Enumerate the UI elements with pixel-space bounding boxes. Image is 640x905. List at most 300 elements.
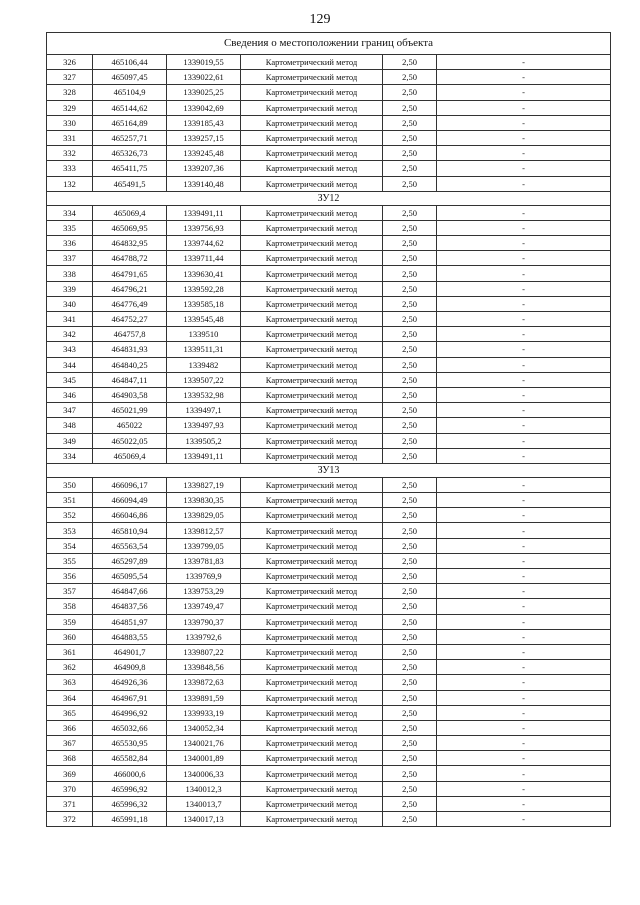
description-cell: - <box>437 100 611 115</box>
x-coordinate-cell: 464847,11 <box>93 372 167 387</box>
point-number-cell: 362 <box>47 660 93 675</box>
y-coordinate-cell: 1339185,43 <box>167 115 241 130</box>
point-number-cell: 372 <box>47 812 93 827</box>
description-cell: - <box>437 161 611 176</box>
section-label: ЗУ13 <box>47 463 611 477</box>
accuracy-cell: 2,50 <box>383 538 437 553</box>
table-row <box>47 357 611 372</box>
y-coordinate-cell: 1340001,89 <box>167 751 241 766</box>
point-number-cell: 333 <box>47 161 93 176</box>
table-row <box>47 342 611 357</box>
description-cell: - <box>437 660 611 675</box>
table-row <box>47 751 611 766</box>
y-coordinate-cell: 1339497,93 <box>167 418 241 433</box>
method-cell: Картометрический метод <box>241 781 383 796</box>
description-cell: - <box>437 508 611 523</box>
point-number-cell: 363 <box>47 675 93 690</box>
description-cell: - <box>437 584 611 599</box>
y-coordinate-cell: 1339827,19 <box>167 477 241 492</box>
accuracy-cell: 2,50 <box>383 251 437 266</box>
y-coordinate-cell: 1339042,69 <box>167 100 241 115</box>
point-number-cell: 342 <box>47 327 93 342</box>
description-cell: - <box>437 448 611 463</box>
point-number-cell: 328 <box>47 85 93 100</box>
table-row <box>47 584 611 599</box>
y-coordinate-cell: 1339744,62 <box>167 236 241 251</box>
accuracy-cell: 2,50 <box>383 448 437 463</box>
x-coordinate-cell: 464788,72 <box>93 251 167 266</box>
method-cell: Картометрический метод <box>241 599 383 614</box>
point-number-cell: 351 <box>47 493 93 508</box>
accuracy-cell: 2,50 <box>383 55 437 70</box>
y-coordinate-cell: 1339630,41 <box>167 266 241 281</box>
y-coordinate-cell: 1339140,48 <box>167 176 241 191</box>
accuracy-cell: 2,50 <box>383 115 437 130</box>
x-coordinate-cell: 465991,18 <box>93 812 167 827</box>
table-row <box>47 220 611 235</box>
table-row <box>47 387 611 402</box>
method-cell: Картометрический метод <box>241 433 383 448</box>
x-coordinate-cell: 464831,93 <box>93 342 167 357</box>
method-cell: Картометрический метод <box>241 660 383 675</box>
method-cell: Картометрический метод <box>241 85 383 100</box>
table-row <box>47 312 611 327</box>
x-coordinate-cell: 465326,73 <box>93 146 167 161</box>
description-cell: - <box>437 736 611 751</box>
x-coordinate-cell: 465022,05 <box>93 433 167 448</box>
point-number-cell: 358 <box>47 599 93 614</box>
accuracy-cell: 2,50 <box>383 266 437 281</box>
boundary-table <box>46 32 611 827</box>
table-row <box>47 812 611 827</box>
x-coordinate-cell: 465069,95 <box>93 220 167 235</box>
description-cell: - <box>437 493 611 508</box>
description-cell: - <box>437 418 611 433</box>
description-cell: - <box>437 130 611 145</box>
description-cell: - <box>437 85 611 100</box>
y-coordinate-cell: 1339769,9 <box>167 569 241 584</box>
point-number-cell: 339 <box>47 281 93 296</box>
method-cell: Картометрический метод <box>241 523 383 538</box>
method-cell: Картометрический метод <box>241 418 383 433</box>
x-coordinate-cell: 464847,66 <box>93 584 167 599</box>
x-coordinate-cell: 464796,21 <box>93 281 167 296</box>
accuracy-cell: 2,50 <box>383 281 437 296</box>
point-number-cell: 340 <box>47 296 93 311</box>
accuracy-cell: 2,50 <box>383 205 437 220</box>
method-cell: Картометрический метод <box>241 176 383 191</box>
description-cell: - <box>437 312 611 327</box>
point-number-cell: 368 <box>47 751 93 766</box>
description-cell: - <box>437 266 611 281</box>
table-row <box>47 690 611 705</box>
description-cell: - <box>437 176 611 191</box>
x-coordinate-cell: 464883,55 <box>93 629 167 644</box>
accuracy-cell: 2,50 <box>383 372 437 387</box>
y-coordinate-cell: 1339497,1 <box>167 403 241 418</box>
x-coordinate-cell: 464996,92 <box>93 705 167 720</box>
method-cell: Картометрический метод <box>241 569 383 584</box>
x-coordinate-cell: 464909,8 <box>93 660 167 675</box>
accuracy-cell: 2,50 <box>383 690 437 705</box>
point-number-cell: 355 <box>47 553 93 568</box>
point-number-cell: 326 <box>47 55 93 70</box>
method-cell: Картометрический метод <box>241 251 383 266</box>
table-row <box>47 296 611 311</box>
point-number-cell: 332 <box>47 146 93 161</box>
method-cell: Картометрический метод <box>241 538 383 553</box>
table-row <box>47 736 611 751</box>
description-cell: - <box>437 523 611 538</box>
accuracy-cell: 2,50 <box>383 751 437 766</box>
point-number-cell: 348 <box>47 418 93 433</box>
accuracy-cell: 2,50 <box>383 146 437 161</box>
x-coordinate-cell: 464903,58 <box>93 387 167 402</box>
table-row <box>47 115 611 130</box>
x-coordinate-cell: 465996,92 <box>93 781 167 796</box>
method-cell: Картометрический метод <box>241 720 383 735</box>
table-row <box>47 372 611 387</box>
accuracy-cell: 2,50 <box>383 342 437 357</box>
description-cell: - <box>437 236 611 251</box>
point-number-cell: 132 <box>47 176 93 191</box>
x-coordinate-cell: 465104,9 <box>93 85 167 100</box>
description-cell: - <box>437 812 611 827</box>
point-number-cell: 335 <box>47 220 93 235</box>
x-coordinate-cell: 464851,97 <box>93 614 167 629</box>
description-cell: - <box>437 781 611 796</box>
table-row <box>47 327 611 342</box>
x-coordinate-cell: 464967,91 <box>93 690 167 705</box>
method-cell: Картометрический метод <box>241 100 383 115</box>
point-number-cell: 345 <box>47 372 93 387</box>
point-number-cell: 364 <box>47 690 93 705</box>
point-number-cell: 341 <box>47 312 93 327</box>
method-cell: Картометрический метод <box>241 448 383 463</box>
point-number-cell: 334 <box>47 448 93 463</box>
accuracy-cell: 2,50 <box>383 100 437 115</box>
point-number-cell: 336 <box>47 236 93 251</box>
accuracy-cell: 2,50 <box>383 433 437 448</box>
x-coordinate-cell: 465996,32 <box>93 796 167 811</box>
table-row <box>47 433 611 448</box>
x-coordinate-cell: 464832,95 <box>93 236 167 251</box>
table-row <box>47 523 611 538</box>
y-coordinate-cell: 1339532,98 <box>167 387 241 402</box>
y-coordinate-cell: 1339749,47 <box>167 599 241 614</box>
accuracy-cell: 2,50 <box>383 736 437 751</box>
x-coordinate-cell: 465095,54 <box>93 569 167 584</box>
description-cell: - <box>437 296 611 311</box>
x-coordinate-cell: 466046,86 <box>93 508 167 523</box>
accuracy-cell: 2,50 <box>383 660 437 675</box>
description-cell: - <box>437 705 611 720</box>
y-coordinate-cell: 1339848,56 <box>167 660 241 675</box>
accuracy-cell: 2,50 <box>383 70 437 85</box>
accuracy-cell: 2,50 <box>383 508 437 523</box>
description-cell: - <box>437 796 611 811</box>
y-coordinate-cell: 1339482 <box>167 357 241 372</box>
point-number-cell: 334 <box>47 205 93 220</box>
method-cell: Картометрический метод <box>241 115 383 130</box>
method-cell: Картометрический метод <box>241 342 383 357</box>
method-cell: Картометрический метод <box>241 296 383 311</box>
table-row <box>47 161 611 176</box>
accuracy-cell: 2,50 <box>383 523 437 538</box>
table-row <box>47 448 611 463</box>
accuracy-cell: 2,50 <box>383 553 437 568</box>
table-row <box>47 146 611 161</box>
x-coordinate-cell: 466000,6 <box>93 766 167 781</box>
accuracy-cell: 2,50 <box>383 644 437 659</box>
table-row <box>47 493 611 508</box>
point-number-cell: 357 <box>47 584 93 599</box>
method-cell: Картометрический метод <box>241 387 383 402</box>
description-cell: - <box>437 614 611 629</box>
description-cell: - <box>437 403 611 418</box>
method-cell: Картометрический метод <box>241 751 383 766</box>
description-cell: - <box>437 205 611 220</box>
description-cell: - <box>437 477 611 492</box>
accuracy-cell: 2,50 <box>383 220 437 235</box>
method-cell: Картометрический метод <box>241 812 383 827</box>
x-coordinate-cell: 465582,84 <box>93 751 167 766</box>
method-cell: Картометрический метод <box>241 130 383 145</box>
point-number-cell: 361 <box>47 644 93 659</box>
method-cell: Картометрический метод <box>241 70 383 85</box>
point-number-cell: 365 <box>47 705 93 720</box>
table-row <box>47 251 611 266</box>
table-row <box>47 569 611 584</box>
x-coordinate-cell: 465022 <box>93 418 167 433</box>
y-coordinate-cell: 1339753,29 <box>167 584 241 599</box>
accuracy-cell: 2,50 <box>383 418 437 433</box>
accuracy-cell: 2,50 <box>383 130 437 145</box>
x-coordinate-cell: 465106,44 <box>93 55 167 70</box>
point-number-cell: 346 <box>47 387 93 402</box>
table-row <box>47 418 611 433</box>
table-row <box>47 236 611 251</box>
method-cell: Картометрический метод <box>241 705 383 720</box>
table-row <box>47 403 611 418</box>
table-row <box>47 553 611 568</box>
description-cell: - <box>437 569 611 584</box>
accuracy-cell: 2,50 <box>383 675 437 690</box>
point-number-cell: 369 <box>47 766 93 781</box>
table-row <box>47 70 611 85</box>
x-coordinate-cell: 464776,49 <box>93 296 167 311</box>
accuracy-cell: 2,50 <box>383 584 437 599</box>
description-cell: - <box>437 690 611 705</box>
section-header-row <box>47 463 611 477</box>
y-coordinate-cell: 1339507,22 <box>167 372 241 387</box>
x-coordinate-cell: 465069,4 <box>93 205 167 220</box>
description-cell: - <box>437 599 611 614</box>
description-cell: - <box>437 766 611 781</box>
y-coordinate-cell: 1340021,76 <box>167 736 241 751</box>
description-cell: - <box>437 387 611 402</box>
y-coordinate-cell: 1339830,35 <box>167 493 241 508</box>
x-coordinate-cell: 465021,99 <box>93 403 167 418</box>
y-coordinate-cell: 1339799,05 <box>167 538 241 553</box>
method-cell: Картометрический метод <box>241 675 383 690</box>
table-row <box>47 100 611 115</box>
method-cell: Картометрический метод <box>241 477 383 492</box>
y-coordinate-cell: 1339491,11 <box>167 205 241 220</box>
table-row <box>47 660 611 675</box>
description-cell: - <box>437 251 611 266</box>
description-cell: - <box>437 644 611 659</box>
accuracy-cell: 2,50 <box>383 493 437 508</box>
table-row <box>47 176 611 191</box>
point-number-cell: 349 <box>47 433 93 448</box>
x-coordinate-cell: 465411,75 <box>93 161 167 176</box>
y-coordinate-cell: 1339510 <box>167 327 241 342</box>
y-coordinate-cell: 1339792,6 <box>167 629 241 644</box>
point-number-cell: 352 <box>47 508 93 523</box>
table-caption-row <box>47 33 611 55</box>
y-coordinate-cell: 1339807,22 <box>167 644 241 659</box>
accuracy-cell: 2,50 <box>383 387 437 402</box>
table-row <box>47 781 611 796</box>
y-coordinate-cell: 1339022,61 <box>167 70 241 85</box>
method-cell: Картометрический метод <box>241 629 383 644</box>
y-coordinate-cell: 1339491,11 <box>167 448 241 463</box>
y-coordinate-cell: 1339812,57 <box>167 523 241 538</box>
table-row <box>47 644 611 659</box>
point-number-cell: 347 <box>47 403 93 418</box>
y-coordinate-cell: 1339711,44 <box>167 251 241 266</box>
y-coordinate-cell: 1339207,36 <box>167 161 241 176</box>
description-cell: - <box>437 55 611 70</box>
table-row <box>47 477 611 492</box>
accuracy-cell: 2,50 <box>383 357 437 372</box>
accuracy-cell: 2,50 <box>383 403 437 418</box>
y-coordinate-cell: 1340017,13 <box>167 812 241 827</box>
point-number-cell: 354 <box>47 538 93 553</box>
x-coordinate-cell: 465097,45 <box>93 70 167 85</box>
y-coordinate-cell: 1340013,7 <box>167 796 241 811</box>
method-cell: Картометрический метод <box>241 281 383 296</box>
point-number-cell: 367 <box>47 736 93 751</box>
table-row <box>47 130 611 145</box>
table-row <box>47 766 611 781</box>
method-cell: Картометрический метод <box>241 584 383 599</box>
accuracy-cell: 2,50 <box>383 766 437 781</box>
point-number-cell: 338 <box>47 266 93 281</box>
point-number-cell: 350 <box>47 477 93 492</box>
accuracy-cell: 2,50 <box>383 569 437 584</box>
method-cell: Картометрический метод <box>241 508 383 523</box>
method-cell: Картометрический метод <box>241 736 383 751</box>
x-coordinate-cell: 465810,94 <box>93 523 167 538</box>
y-coordinate-cell: 1339505,2 <box>167 433 241 448</box>
table-row <box>47 85 611 100</box>
page-number: 129 <box>309 12 331 27</box>
description-cell: - <box>437 342 611 357</box>
y-coordinate-cell: 1339257,15 <box>167 130 241 145</box>
table-row <box>47 720 611 735</box>
accuracy-cell: 2,50 <box>383 796 437 811</box>
description-cell: - <box>437 751 611 766</box>
table-row <box>47 266 611 281</box>
accuracy-cell: 2,50 <box>383 296 437 311</box>
description-cell: - <box>437 220 611 235</box>
table-row <box>47 55 611 70</box>
x-coordinate-cell: 465144,62 <box>93 100 167 115</box>
accuracy-cell: 2,50 <box>383 327 437 342</box>
table-row <box>47 538 611 553</box>
point-number-cell: 329 <box>47 100 93 115</box>
y-coordinate-cell: 1339781,83 <box>167 553 241 568</box>
accuracy-cell: 2,50 <box>383 477 437 492</box>
x-coordinate-cell: 464840,25 <box>93 357 167 372</box>
y-coordinate-cell: 1340006,33 <box>167 766 241 781</box>
method-cell: Картометрический метод <box>241 236 383 251</box>
x-coordinate-cell: 464752,27 <box>93 312 167 327</box>
description-cell: - <box>437 538 611 553</box>
method-cell: Картометрический метод <box>241 161 383 176</box>
table-row <box>47 205 611 220</box>
accuracy-cell: 2,50 <box>383 629 437 644</box>
point-number-cell: 356 <box>47 569 93 584</box>
point-number-cell: 337 <box>47 251 93 266</box>
x-coordinate-cell: 464837,56 <box>93 599 167 614</box>
x-coordinate-cell: 465491,5 <box>93 176 167 191</box>
point-number-cell: 359 <box>47 614 93 629</box>
y-coordinate-cell: 1339829,05 <box>167 508 241 523</box>
method-cell: Картометрический метод <box>241 55 383 70</box>
accuracy-cell: 2,50 <box>383 599 437 614</box>
description-cell: - <box>437 357 611 372</box>
point-number-cell: 366 <box>47 720 93 735</box>
table-row <box>47 675 611 690</box>
x-coordinate-cell: 465069,4 <box>93 448 167 463</box>
y-coordinate-cell: 1339933,19 <box>167 705 241 720</box>
description-cell: - <box>437 146 611 161</box>
accuracy-cell: 2,50 <box>383 812 437 827</box>
y-coordinate-cell: 1339790,37 <box>167 614 241 629</box>
method-cell: Картометрический метод <box>241 312 383 327</box>
description-cell: - <box>437 327 611 342</box>
method-cell: Картометрический метод <box>241 205 383 220</box>
point-number-cell: 330 <box>47 115 93 130</box>
x-coordinate-cell: 466096,17 <box>93 477 167 492</box>
description-cell: - <box>437 115 611 130</box>
point-number-cell: 343 <box>47 342 93 357</box>
x-coordinate-cell: 465164,89 <box>93 115 167 130</box>
accuracy-cell: 2,50 <box>383 614 437 629</box>
y-coordinate-cell: 1339592,28 <box>167 281 241 296</box>
method-cell: Картометрический метод <box>241 266 383 281</box>
x-coordinate-cell: 465297,89 <box>93 553 167 568</box>
y-coordinate-cell: 1339872,63 <box>167 675 241 690</box>
method-cell: Картометрический метод <box>241 690 383 705</box>
x-coordinate-cell: 465257,71 <box>93 130 167 145</box>
y-coordinate-cell: 1339891,59 <box>167 690 241 705</box>
method-cell: Картометрический метод <box>241 644 383 659</box>
description-cell: - <box>437 720 611 735</box>
y-coordinate-cell: 1339019,55 <box>167 55 241 70</box>
point-number-cell: 360 <box>47 629 93 644</box>
point-number-cell: 370 <box>47 781 93 796</box>
description-cell: - <box>437 553 611 568</box>
y-coordinate-cell: 1339585,18 <box>167 296 241 311</box>
x-coordinate-cell: 465032,66 <box>93 720 167 735</box>
y-coordinate-cell: 1339756,93 <box>167 220 241 235</box>
description-cell: - <box>437 675 611 690</box>
accuracy-cell: 2,50 <box>383 781 437 796</box>
